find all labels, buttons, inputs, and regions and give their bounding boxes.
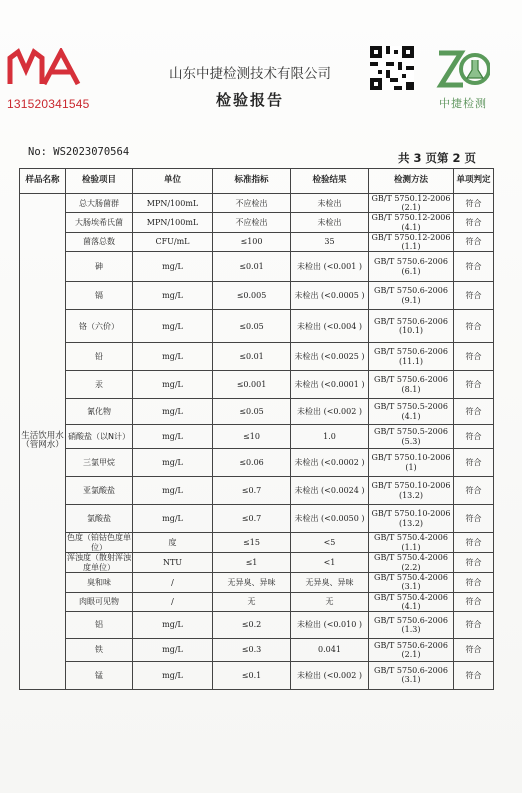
standard-limit: ≤0.1: [213, 661, 291, 689]
test-method: GB/T 5750.6-2006 (2.1): [369, 638, 454, 661]
qr-code-icon: [370, 46, 414, 90]
unit: mg/L: [133, 477, 213, 505]
test-method: GB/T 5750.12-2006 (1.1): [369, 232, 454, 251]
judgement: 符合: [454, 533, 494, 553]
logo-text: 中捷检测: [439, 97, 487, 110]
table-row: [20, 194, 494, 213]
header-judge: 单项判定: [454, 169, 494, 194]
test-result: 35: [291, 232, 369, 251]
unit: /: [133, 573, 213, 592]
standard-limit: ≤0.06: [213, 449, 291, 477]
test-item: 硝酸盐（以N计）: [66, 425, 133, 449]
standard-limit: ≤0.7: [213, 505, 291, 533]
table-row: [20, 573, 494, 592]
judgement: 符合: [454, 611, 494, 638]
sample-name: 生活饮用水（管网水）: [20, 194, 66, 690]
header-unit: 单位: [133, 169, 213, 194]
test-result: 未检出 (<0.0050 ): [291, 505, 369, 533]
unit: 度: [133, 533, 213, 553]
table-row: [20, 592, 494, 611]
table-row: [20, 213, 494, 232]
cma-logo-icon: [6, 48, 86, 88]
table-row: [20, 449, 494, 477]
test-result: 未检出 (<0.001 ): [291, 252, 369, 282]
test-result: 未检出 (<0.002 ): [291, 661, 369, 689]
zhongjie-logo-icon: [435, 48, 490, 90]
unit: mg/L: [133, 611, 213, 638]
table-row: [20, 425, 494, 449]
unit: mg/L: [133, 399, 213, 425]
unit: NTU: [133, 553, 213, 573]
standard-limit: 不应检出: [213, 194, 291, 213]
unit: mg/L: [133, 638, 213, 661]
test-item: 砷: [66, 252, 133, 282]
company-name: 山东中捷检测技术有限公司: [169, 66, 331, 82]
test-method: GB/T 5750.5-2006 (4.1): [369, 399, 454, 425]
unit: mg/L: [133, 252, 213, 282]
judgement: 符合: [454, 310, 494, 343]
report-number: No: WS2023070564: [28, 146, 130, 158]
table-row: [20, 282, 494, 310]
test-result: <5: [291, 533, 369, 553]
header-method: 检测方法: [369, 169, 454, 194]
judgement: 符合: [454, 638, 494, 661]
table-row: [20, 343, 494, 371]
unit: CFU/mL: [133, 232, 213, 251]
report-title: 检验报告: [215, 91, 284, 109]
test-result: 未检出 (<0.010 ): [291, 611, 369, 638]
standard-limit: ≤0.005: [213, 282, 291, 310]
table-row: [20, 553, 494, 573]
table-row: [20, 232, 494, 251]
test-result: <1: [291, 553, 369, 573]
test-result: 无异臭、异味: [291, 573, 369, 592]
test-item: 镉: [66, 282, 133, 310]
judgement: 符合: [454, 232, 494, 251]
judgement: 符合: [454, 194, 494, 213]
test-item: 三氯甲烷: [66, 449, 133, 477]
table-body: [20, 194, 494, 690]
judgement: 符合: [454, 592, 494, 611]
test-item: 亚氯酸盐: [66, 477, 133, 505]
test-result: 无: [291, 592, 369, 611]
test-method: GB/T 5750.4-2006 (1.1): [369, 533, 454, 553]
unit: MPN/100mL: [133, 213, 213, 232]
table-row: [20, 252, 494, 282]
header-item: 检验项目: [66, 169, 133, 194]
table-row: [20, 371, 494, 399]
unit: MPN/100mL: [133, 194, 213, 213]
test-item: 氰化物: [66, 399, 133, 425]
test-result: 未检出 (<0.002 ): [291, 399, 369, 425]
judgement: 符合: [454, 213, 494, 232]
test-item: 大肠埃希氏菌: [66, 213, 133, 232]
test-result: 未检出 (<0.004 ): [291, 310, 369, 343]
cma-number: 131520341545: [7, 97, 90, 111]
judgement: 符合: [454, 399, 494, 425]
unit: mg/L: [133, 449, 213, 477]
table-row: [20, 661, 494, 689]
test-results-table: [19, 168, 494, 690]
test-result: 0.041: [291, 638, 369, 661]
judgement: 符合: [454, 252, 494, 282]
test-item: 铬（六价）: [66, 310, 133, 343]
judgement: 符合: [454, 343, 494, 371]
test-method: GB/T 5750.6-2006 (8.1): [369, 371, 454, 399]
judgement: 符合: [454, 282, 494, 310]
test-item: 铅: [66, 343, 133, 371]
judgement: 符合: [454, 425, 494, 449]
unit: mg/L: [133, 282, 213, 310]
test-method: GB/T 5750.10-2006 (1): [369, 449, 454, 477]
test-method: GB/T 5750.6-2006 (9.1): [369, 282, 454, 310]
test-item: 铝: [66, 611, 133, 638]
table-row: [20, 399, 494, 425]
test-result: 未检出 (<0.0024 ): [291, 477, 369, 505]
header-standard: 标准指标: [213, 169, 291, 194]
test-method: GB/T 5750.12-2006 (2.1): [369, 194, 454, 213]
table-row: [20, 505, 494, 533]
test-method: GB/T 5750.10-2006 (13.2): [369, 477, 454, 505]
standard-limit: ≤10: [213, 425, 291, 449]
standard-limit: ≤0.2: [213, 611, 291, 638]
standard-limit: ≤1: [213, 553, 291, 573]
unit: mg/L: [133, 661, 213, 689]
test-item: 汞: [66, 371, 133, 399]
unit: mg/L: [133, 425, 213, 449]
judgement: 符合: [454, 573, 494, 592]
test-method: GB/T 5750.10-2006 (13.2): [369, 505, 454, 533]
test-item: 锰: [66, 661, 133, 689]
judgement: 符合: [454, 553, 494, 573]
test-item: 浑浊度（散射浑浊度单位）: [67, 553, 131, 572]
test-item: 氯酸盐: [66, 505, 133, 533]
table-row: [20, 638, 494, 661]
table-row: [20, 533, 494, 553]
test-result: 未检出 (<0.0001 ): [291, 371, 369, 399]
standard-limit: 无异臭、异味: [213, 573, 291, 592]
judgement: 符合: [454, 477, 494, 505]
table-row: [20, 611, 494, 638]
unit: mg/L: [133, 505, 213, 533]
table-row: [20, 477, 494, 505]
test-result: 未检出: [291, 213, 369, 232]
standard-limit: ≤15: [213, 533, 291, 553]
test-result: 1.0: [291, 425, 369, 449]
standard-limit: ≤0.01: [213, 252, 291, 282]
test-item: 肉眼可见物: [66, 592, 133, 611]
judgement: 符合: [454, 505, 494, 533]
judgement: 符合: [454, 661, 494, 689]
test-method: GB/T 5750.4-2006 (3.1): [369, 573, 454, 592]
test-item: 色度（铂钴色度单位）: [67, 533, 131, 552]
test-method: GB/T 5750.6-2006 (6.1): [369, 252, 454, 282]
standard-limit: ≤0.7: [213, 477, 291, 505]
test-method: GB/T 5750.6-2006 (11.1): [369, 343, 454, 371]
test-item: 菌落总数: [66, 232, 133, 251]
standard-limit: ≤100: [213, 232, 291, 251]
standard-limit: 不应检出: [213, 213, 291, 232]
table-header-row: [20, 169, 494, 194]
unit: mg/L: [133, 371, 213, 399]
judgement: 符合: [454, 449, 494, 477]
unit: mg/L: [133, 310, 213, 343]
standard-limit: ≤0.3: [213, 638, 291, 661]
header-sample: 样品名称: [20, 169, 66, 194]
test-item: 铁: [66, 638, 133, 661]
test-method: GB/T 5750.4-2006 (2.2): [369, 553, 454, 573]
header-result: 检验结果: [291, 169, 369, 194]
test-result: 未检出 (<0.0002 ): [291, 449, 369, 477]
test-method: GB/T 5750.6-2006 (10.1): [369, 310, 454, 343]
test-method: GB/T 5750.4-2006 (4.1): [369, 592, 454, 611]
test-result: 未检出 (<0.0025 ): [291, 343, 369, 371]
test-method: GB/T 5750.6-2006 (3.1): [369, 661, 454, 689]
standard-limit: ≤0.01: [213, 343, 291, 371]
test-item: 总大肠菌群: [66, 194, 133, 213]
test-item: 臭和味: [66, 573, 133, 592]
judgement: 符合: [454, 371, 494, 399]
test-method: GB/T 5750.6-2006 (1.3): [369, 611, 454, 638]
test-result: 未检出 (<0.0005 ): [291, 282, 369, 310]
test-method: GB/T 5750.5-2006 (5.3): [369, 425, 454, 449]
test-result: 未检出: [291, 194, 369, 213]
standard-limit: 无: [213, 592, 291, 611]
standard-limit: ≤0.05: [213, 310, 291, 343]
table-row: [20, 310, 494, 343]
page-info: 共 3 页第 2 页: [398, 151, 477, 165]
test-method: GB/T 5750.12-2006 (4.1): [369, 213, 454, 232]
standard-limit: ≤0.05: [213, 399, 291, 425]
standard-limit: ≤0.001: [213, 371, 291, 399]
unit: mg/L: [133, 343, 213, 371]
unit: /: [133, 592, 213, 611]
